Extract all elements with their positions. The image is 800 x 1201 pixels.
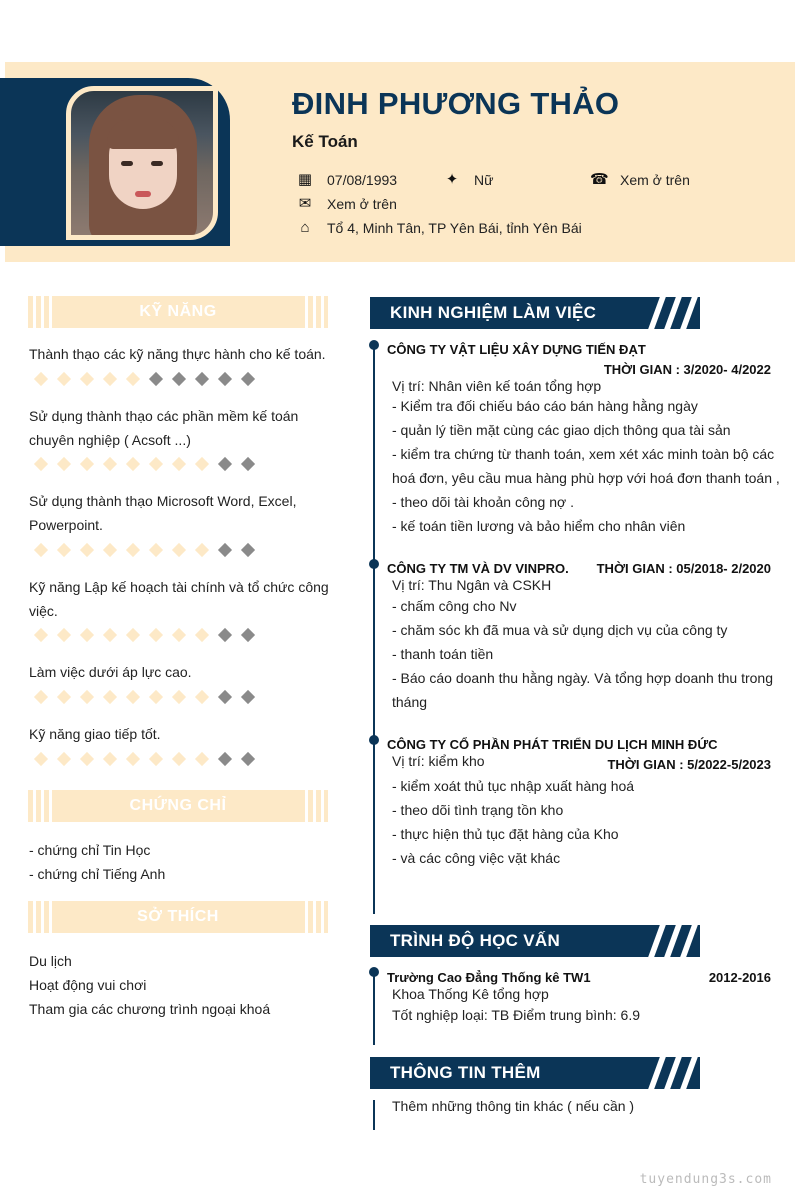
rating-diamond-filled [103, 372, 117, 386]
job-duty: - chấm công cho Nv [392, 598, 517, 614]
timeline-dot [369, 559, 379, 569]
person-icon: ✦ [445, 171, 459, 188]
rating-diamond-filled [80, 457, 94, 471]
rating-diamond-empty [241, 372, 255, 386]
rating-diamond-filled [103, 752, 117, 766]
timeline-dot [369, 967, 379, 977]
rating-diamond-empty [241, 690, 255, 704]
job-duty: - chăm sóc kh đã mua và sử dụng dịch vụ của công ty [392, 622, 728, 638]
rating-diamond-filled [80, 752, 94, 766]
job-duty: - thanh toán tiền [392, 646, 494, 662]
job-duty: - Báo cáo doanh thu hằng ngày. Và tổng hợp doanh thu trong [392, 670, 773, 686]
additional-title: THÔNG TIN THÊM [390, 1063, 541, 1082]
envelope-icon: ✉ [298, 195, 312, 212]
job-duty: - kiểm xoát thủ tục nhập xuất hàng hoá [392, 778, 635, 794]
calendar-icon: ▦ [297, 171, 313, 188]
birth-date-row [297, 172, 397, 188]
job-duty: - theo dõi tình trạng tồn kho [392, 802, 564, 818]
rating-diamond-filled [57, 543, 71, 557]
rating-diamond-filled [126, 752, 140, 766]
phone: Xem ở trên [620, 172, 690, 188]
education-section-header [370, 925, 700, 957]
timeline-dot [369, 735, 379, 745]
home-icon: ⌂ [300, 219, 310, 236]
rating-diamond-filled [195, 543, 209, 557]
rating-diamond-filled [80, 543, 94, 557]
avatar [66, 86, 218, 240]
rating-diamond-filled [57, 457, 71, 471]
watermark: tuyendung3s.com [639, 1172, 772, 1187]
job-period: THỜI GIAN : 5/2022-5/2023 [607, 757, 771, 772]
rating-diamond-filled [195, 457, 209, 471]
job-position: Vị trí: kiểm kho [392, 753, 485, 769]
rating-diamond-empty [195, 372, 209, 386]
education-major: Khoa Thống Kê tổng hợp [392, 986, 549, 1002]
rating-diamond-filled [172, 543, 186, 557]
rating-diamond-filled [149, 628, 163, 642]
rating-diamond-empty [241, 543, 255, 557]
skill-rating [34, 752, 264, 766]
company-name: CÔNG TY TM VÀ DV VINPRO. [387, 561, 569, 576]
rating-diamond-empty [241, 628, 255, 642]
job-duty: - thực hiện thủ tục đặt hàng của Kho [392, 826, 619, 842]
rating-diamond-filled [126, 690, 140, 704]
rating-diamond-filled [103, 628, 117, 642]
job-duty: tháng [392, 694, 428, 710]
rating-diamond-empty [218, 690, 232, 704]
rating-diamond-filled [195, 690, 209, 704]
rating-diamond-filled [57, 628, 71, 642]
certificate-item: - chứng chỉ Tiếng Anh [29, 866, 166, 882]
gender: Nữ [474, 172, 494, 188]
skills-title: KỸ NĂNG [139, 303, 217, 320]
job-position: Vị trí: Thu Ngân và CSKH [392, 577, 552, 593]
education-timeline [373, 970, 375, 1045]
hobbies-title: SỞ THÍCH [137, 908, 219, 925]
job-duty: - quản lý tiền mặt cùng các giao dịch thông qua tài sản [392, 422, 731, 438]
rating-diamond-empty [218, 372, 232, 386]
rating-diamond-filled [195, 752, 209, 766]
rating-diamond-filled [34, 372, 48, 386]
hobbies-section-header [28, 901, 328, 933]
education-title: TRÌNH ĐỘ HỌC VẤN [390, 931, 561, 950]
rating-diamond-filled [34, 543, 48, 557]
additional-section-header [370, 1057, 700, 1089]
rating-diamond-filled [80, 690, 94, 704]
timeline-dot [369, 340, 379, 350]
job-duty: - kế toán tiền lương và bảo hiểm cho nhân viên [392, 518, 686, 534]
gender-row [444, 172, 493, 188]
hobby-item: Du lịch [29, 953, 72, 969]
job-duty: - Kiểm tra đối chiếu báo cáo bán hàng hằng ngày [392, 398, 698, 414]
rating-diamond-filled [34, 752, 48, 766]
rating-diamond-filled [34, 628, 48, 642]
skill-name: Sử dụng thành thạo Microsoft Word, Excel, Powerpoint. [29, 493, 297, 533]
email: Xem ở trên [327, 196, 397, 212]
job-period: THỜI GIAN : 3/2020- 4/2022 [603, 362, 771, 377]
birth-date: 07/08/1993 [327, 172, 398, 188]
hobby-item: Tham gia các chương trình ngoại khoá [29, 1001, 271, 1017]
rating-diamond-empty [241, 752, 255, 766]
address: Tổ 4, Minh Tân, TP Yên Bái, tỉnh Yên Bái [327, 220, 582, 236]
skill-rating [34, 372, 264, 386]
rating-diamond-empty [149, 372, 163, 386]
skill-name: Kỹ năng Lập kế hoạch tài chính và tổ chức công việc. [29, 579, 329, 619]
rating-diamond-empty [218, 543, 232, 557]
rating-diamond-filled [172, 752, 186, 766]
rating-diamond-filled [103, 543, 117, 557]
rating-diamond-filled [126, 628, 140, 642]
rating-diamond-filled [149, 457, 163, 471]
additional-text: Thêm những thông tin khác ( nếu cần ) [392, 1098, 635, 1114]
rating-diamond-filled [34, 690, 48, 704]
skill-name: Thành thạo các kỹ năng thực hành cho kế toán. [29, 346, 326, 362]
rating-diamond-filled [149, 543, 163, 557]
rating-diamond-filled [34, 457, 48, 471]
job-duty: - kiểm tra chứng từ thanh toán, xem xét xác minh toàn bộ các [392, 446, 775, 462]
skill-rating [34, 457, 264, 471]
skill-name: Kỹ năng giao tiếp tốt. [29, 726, 161, 742]
certificate-item: - chứng chỉ Tin Học [29, 842, 151, 858]
phone-icon: ☎ [590, 171, 609, 188]
hobby-item: Hoạt động vui chơi [29, 977, 147, 993]
candidate-name: ĐINH PHƯƠNG THẢO [292, 86, 620, 121]
rating-diamond-filled [57, 752, 71, 766]
rating-diamond-filled [126, 457, 140, 471]
rating-diamond-filled [126, 372, 140, 386]
skill-rating [34, 690, 264, 704]
certificates-title: CHỨNG CHỈ [129, 797, 227, 814]
rating-diamond-filled [149, 690, 163, 704]
experience-title: KINH NGHIỆM LÀM VIỆC [390, 303, 597, 322]
job-title: Kế Toán [292, 132, 358, 151]
email-row [297, 196, 397, 212]
rating-diamond-empty [218, 752, 232, 766]
address-row [297, 220, 582, 236]
rating-diamond-filled [80, 372, 94, 386]
job-duty: - theo dõi tài khoản công nợ . [392, 494, 574, 510]
skill-name: Làm việc dưới áp lực cao. [29, 664, 192, 680]
rating-diamond-empty [241, 457, 255, 471]
job-position: Vị trí: Nhân viên kế toán tổng hợp [392, 378, 602, 394]
rating-diamond-filled [195, 628, 209, 642]
skill-name: Sử dụng thành thạo các phần mềm kế toán chuyên nghiệp ( Acsoft ...) [29, 408, 299, 448]
rating-diamond-empty [172, 372, 186, 386]
rating-diamond-filled [57, 372, 71, 386]
experience-section-header [370, 297, 700, 329]
rating-diamond-filled [103, 690, 117, 704]
job-period: THỜI GIAN : 05/2018- 2/2020 [596, 561, 771, 576]
rating-diamond-filled [172, 628, 186, 642]
job-duty: hoá đơn, yêu cầu mua hàng phù hợp với hoá đơn thanh toán , [392, 470, 780, 486]
school-name: Trường Cao Đẳng Thống kê TW1 [387, 970, 591, 985]
company-name: CÔNG TY CỔ PHẦN PHÁT TRIỂN DU LỊCH MINH ĐỨC [387, 737, 718, 752]
education-result: Tốt nghiệp loại: TB Điểm trung bình: 6.9 [392, 1007, 640, 1023]
rating-diamond-filled [57, 690, 71, 704]
rating-diamond-filled [172, 457, 186, 471]
rating-diamond-filled [103, 457, 117, 471]
skill-rating [34, 628, 264, 642]
additional-timeline [373, 1100, 375, 1130]
rating-diamond-filled [172, 690, 186, 704]
job-duty: - và các công việc vặt khác [392, 850, 561, 866]
experience-timeline [373, 344, 375, 914]
rating-diamond-empty [218, 628, 232, 642]
rating-diamond-filled [80, 628, 94, 642]
phone-row [590, 172, 690, 188]
education-period: 2012-2016 [708, 970, 771, 985]
skill-rating [34, 543, 264, 557]
rating-diamond-filled [149, 752, 163, 766]
rating-diamond-empty [218, 457, 232, 471]
rating-diamond-filled [126, 543, 140, 557]
skills-section-header [28, 296, 328, 328]
company-name: CÔNG TY VẬT LIỆU XÂY DỰNG TIẾN ĐẠT [387, 342, 646, 357]
certificates-section-header [28, 790, 328, 822]
